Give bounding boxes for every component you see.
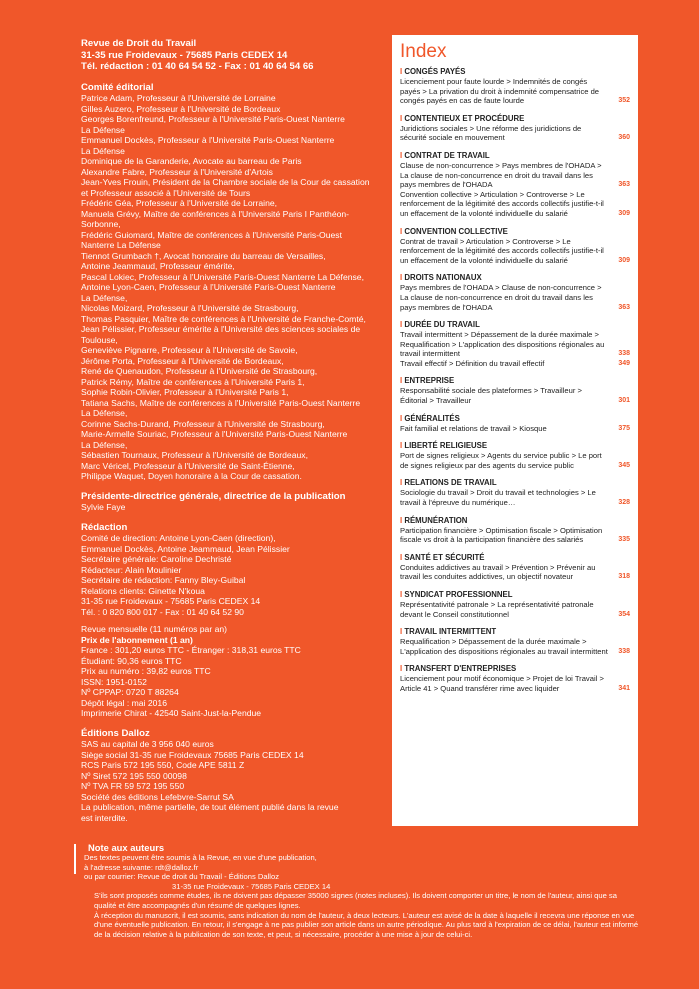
index-category-title <box>400 516 630 526</box>
notes-paragraph: S'ils sont proposés comme études, ils ne doivent pas dépasser 35000 signes (notes incluses). Ils doivent comporter un titre, le nom de l'auteur, ainsi que sa qualité et être accompagnés d'un résumé de quelques lignes. <box>94 891 617 910</box>
index-category-title <box>400 151 630 161</box>
index-entry <box>400 451 630 470</box>
index-category-title <box>400 273 630 283</box>
index-entry <box>400 283 630 312</box>
index-entry <box>400 674 630 693</box>
index-entry <box>400 386 630 405</box>
index-category-title <box>400 627 630 637</box>
index-entry-page: 341 <box>618 684 630 692</box>
index-entry-page: 328 <box>618 499 630 507</box>
index-category-title <box>400 414 630 424</box>
notes-line: à l'adresse suivante: rdt@dalloz.fr <box>84 862 199 872</box>
journal-name: Revue de Droit du Travail <box>81 38 197 49</box>
redaction-line: Tél. : 0 820 800 017 - Fax : 01 40 64 52 90 <box>81 606 244 617</box>
index-entry-page: 363 <box>618 181 630 189</box>
category-title-text: SANTÉ ET SÉCURITÉ <box>404 552 485 562</box>
index-category-title <box>400 553 630 563</box>
category-bar-icon: I <box>400 515 405 525</box>
redaction-line: Rédacteur: Alain Moulinier <box>81 564 182 575</box>
journal-phone: Tél. rédaction : 01 40 64 54 52 - Fax : 01 40 64 54 66 <box>81 61 314 72</box>
comite-line: La Défense, <box>81 439 128 450</box>
index-title: Index <box>400 41 447 62</box>
category-bar-icon: I <box>400 67 405 76</box>
index-entry-page: 338 <box>618 350 630 358</box>
abonnement-line: Revue mensuelle (11 numéros par an) <box>81 624 228 634</box>
index-entry-page: 360 <box>618 134 630 142</box>
index-entry-text: Licenciement pour motif économique > Projet de loi Travail > Article 41 > Quand transférer rime avec liquider <box>400 674 604 693</box>
notes-rule <box>74 844 76 874</box>
comite-line: Patrice Adam, Professeur à l'Université de Lorraine <box>81 93 276 103</box>
index-entry <box>400 161 630 190</box>
dalloz-line: Siège social 31-35 rue Froidevaux 75685 Paris CEDEX 14 <box>81 749 304 760</box>
comite-line: Dominique de la Garanderie, Avocate au barreau de Paris <box>81 156 302 166</box>
comite-line: Emmanuel Dockès, Professeur à l'Université Paris-Ouest Nanterre <box>81 135 335 145</box>
comite-line: Marc Véricel, Professeur à l'Université de Saint-Étienne, <box>81 460 295 471</box>
index-entry-page: 345 <box>618 461 630 469</box>
dalloz-list <box>81 739 381 823</box>
comite-line: Frédéric Géa, Professeur à l'Université de Lorraine, <box>81 198 278 208</box>
comite-line: Geneviève Pignarre, Professeur à l'Université de Savoie, <box>81 345 298 355</box>
index-entry-page: 335 <box>618 536 630 544</box>
index-entry-page: 363 <box>618 303 630 311</box>
dalloz-line: RCS Paris 572 195 550, Code APE 5811 Z <box>81 760 245 770</box>
index-category <box>400 553 630 582</box>
comite-line: Manuela Grévy, Maître de conférences à l'Université Paris I Panthéon- <box>81 208 350 219</box>
category-title-text: SYNDICAT PROFESSIONNEL <box>404 590 513 599</box>
dalloz-line: Nº TVA FR 59 572 195 550 <box>81 781 185 791</box>
redaction-line: Secrétaire générale: Caroline Dechristé <box>81 554 232 564</box>
comite-line: Philippe Waquet, Doyen honoraire à la Cour de cassation. <box>81 471 302 481</box>
category-title-text: CONTENTIEUX ET PROCÉDURE <box>404 113 525 123</box>
notes-line: ou par courrier: Revue de droit du Travail - Éditions Dalloz <box>84 872 279 882</box>
category-bar-icon: I <box>400 664 405 674</box>
redaction-line: Comité de direction: Antoine Lyon-Caen (direction), <box>81 533 276 543</box>
index-entry-page: 309 <box>618 209 630 217</box>
abonnement-line: ISSN: 1951-0152 <box>81 676 147 687</box>
dalloz-line: Nº Siret 572 195 550 00098 <box>81 770 187 781</box>
notes-line: Des textes peuvent être soumis à la Revue, en vue d'une publication, <box>84 853 317 862</box>
comite-line: La Défense <box>81 145 125 156</box>
index-entry-text: Port de signes religieux > Agents du service public > Le port de signes religieux par des agents du service public <box>400 451 602 470</box>
index-entry <box>400 190 630 219</box>
dalloz-title: Éditions Dalloz <box>81 727 150 739</box>
index-entry-page: 318 <box>618 573 630 581</box>
category-title-text: CONGÉS PAYÉS <box>404 67 466 76</box>
comite-line: Jean Pélissier, Professeur émérite à l'Université des sciences sociales de <box>81 324 361 334</box>
index-entry-text: Clause de non-concurrence > Pays membres de l'OHADA > La clause de non-concurrence en droit du travail dans les pays membres de l'OHADA <box>400 160 602 190</box>
comite-line: Sophie Robin-Olivier, Professeur à l'Université Paris 1, <box>81 387 289 397</box>
category-title-text: DURÉE DU TRAVAIL <box>404 320 480 330</box>
abonnement-line: Prix de l'abonnement (1 an) <box>81 634 193 645</box>
abonnement-line: Étudiant: 90,36 euros TTC <box>81 655 182 666</box>
index-entry-text: Juridictions sociales > Une réforme des juridictions de sécurité sociale en mouvement <box>400 123 582 143</box>
index-category <box>400 590 630 619</box>
presidente-title: Présidente-directrice générale, directrice de la publication <box>81 490 346 502</box>
comite-line: Corinne Sachs-Durand, Professeur à l'Université de Strasbourg, <box>81 418 325 429</box>
category-bar-icon: I <box>400 627 405 637</box>
comite-line: Thomas Pasquier, Maître de conférences à l'Université de Franche-Comté, <box>81 313 366 324</box>
index-category-title <box>400 227 630 237</box>
index-category <box>400 151 630 219</box>
index-entry-page: 354 <box>618 610 630 618</box>
index-entry <box>400 526 630 545</box>
index-category <box>400 414 630 434</box>
category-title-text: LIBERTÉ RELIGIEUSE <box>404 441 488 451</box>
category-title-text: DROITS NATIONAUX <box>404 273 482 283</box>
notes-to-authors <box>80 842 640 939</box>
comite-line: Alexandre Fabre, Professeur à l'Université d'Artois <box>81 166 273 177</box>
category-bar-icon: I <box>400 226 405 236</box>
category-bar-icon: I <box>400 113 405 123</box>
index-entry <box>400 237 630 266</box>
index-entry-text: Participation financière > Optimisation fiscale > Optimisation fiscale vs droit à la participation financière des salariés <box>400 525 603 545</box>
notes-paragraph: À réception du manuscrit, il est soumis, sans indication du nom de l'auteur, à deux lecteurs. L'auteur est avisé de la date à laquelle il recevra une réponse en vue d'une éventuelle publication. En retour, il s'engage à ne pas publier son article dans un autre périodique. Au plus tard à l'expiration de ce délai, l'auteur est informé de la décision relative à la publication de son texte, et peut, si nécessaire, procéder à une mise à jour de celui-ci. <box>94 910 639 939</box>
redaction-line: Emmanuel Dockès, Antoine Jeammaud, Jean Pélissier <box>81 543 290 554</box>
index-entry-text: Licenciement pour faute lourde > Indemnités de congés payés > La privation du droit à indemnité compensatrice de congés payés en cas de faute lourde <box>400 77 600 106</box>
comite-line: Gilles Auzero, Professeur à l'Université de Bordeaux <box>81 103 281 114</box>
category-title-text: CONVENTION COLLECTIVE <box>404 226 508 236</box>
comite-list <box>81 93 381 482</box>
comite-line: Nanterre La Défense <box>81 240 161 250</box>
abonnement-line: Prix au numéro : 39,82 euros TTC <box>81 666 211 676</box>
index-entry <box>400 77 630 106</box>
index-category-title <box>400 376 630 386</box>
index-category <box>400 664 630 693</box>
index-category-title <box>400 478 630 488</box>
journal-address: 31-35 rue Froidevaux - 75685 Paris CEDEX 14 <box>81 49 288 61</box>
redaction-title: Rédaction <box>81 521 128 533</box>
index-entry-text: Responsabilité sociale des plateformes > Travailleur > Éditorial > Travailleur <box>400 386 582 406</box>
index-category-title <box>400 664 630 674</box>
abonnement-list <box>81 624 381 719</box>
dalloz-line: La publication, même partielle, de tout élément publié dans la revue <box>81 802 339 812</box>
index-category-title <box>400 67 630 77</box>
index-entry-page: 349 <box>618 359 630 367</box>
abonnement-line: France : 301,20 euros TTC - Étranger : 318,31 euros TTC <box>81 645 301 655</box>
index-panel <box>392 35 638 826</box>
comite-line: Toulouse, <box>81 334 118 345</box>
category-bar-icon: I <box>400 376 405 386</box>
index-entry-page: 375 <box>618 424 630 432</box>
category-bar-icon: I <box>400 413 405 423</box>
index-entry-page: 352 <box>618 97 630 105</box>
comite-line: La Défense, <box>81 292 128 303</box>
category-bar-icon: I <box>400 441 405 451</box>
abonnement-line: Nº CPPAP: 0720 T 88264 <box>81 687 179 697</box>
index-category <box>400 516 630 545</box>
notes-line: 31-35 rue Froidevaux - 75685 Paris CEDEX 14 <box>172 881 331 891</box>
comite-line: Tiennot Grumbach †, Avocat honoraire du barreau de Versailles, <box>81 250 326 261</box>
comite-line: Antoine Jeammaud, Professeur émérite, <box>81 261 235 271</box>
index-category-title <box>400 441 630 451</box>
comite-line: Frédéric Guiomard, Maître de conférences à l'Université Paris-Ouest <box>81 229 342 240</box>
abonnement-line: Dépôt légal : mai 2016 <box>81 697 167 708</box>
abonnement-line: Imprimerie Chirat - 42540 Saint-Just-la-Pendue <box>81 708 262 718</box>
category-title-text: CONTRAT DE TRAVAIL <box>404 150 490 160</box>
category-bar-icon: I <box>400 552 405 562</box>
comite-line: Antoine Lyon-Caen, Professeur à l'Université Paris-Ouest Nanterre <box>81 282 336 292</box>
index-entry-page: 338 <box>618 647 630 655</box>
index-entry <box>400 563 630 582</box>
index-category <box>400 627 630 656</box>
comite-line: La Défense <box>81 124 125 135</box>
index-category <box>400 67 630 106</box>
index-category-title <box>400 590 630 600</box>
index-entry-page: 301 <box>618 397 630 405</box>
index-category <box>400 376 630 405</box>
index-entry-text: Conduites addictives au travail > Prévention > Prévenir au travail les conduites addictives, un objectif novateur <box>400 562 596 582</box>
index-entry <box>400 124 630 143</box>
index-entry <box>400 359 630 369</box>
index-entry-text: Convention collective > Articulation > Controverse > Le renforcement de la légitimité des accords collectifs justifie-t-il un effacement de la volonté individuelle du salarié <box>400 189 604 218</box>
comite-line: Marie-Armelle Souriac, Professeur à l'Université Paris-Ouest Nanterre <box>81 429 348 439</box>
comite-line: Pascal Lokiec, Professeur à l'Université Paris-Ouest Nanterre La Défense, <box>81 271 364 282</box>
redaction-line: Secrétaire de rédaction: Fanny Bley-Guibal <box>81 575 246 585</box>
notes-title: Note aux auteurs <box>88 842 165 853</box>
index-category <box>400 227 630 266</box>
index-entry-text: Requalification > Dépassement de la durée maximale > L'application des dispositions régionales au travail intermittent <box>400 637 608 656</box>
comite-line: Tatiana Sachs, Maître de conférences à l'Université Paris-Ouest Nanterre <box>81 397 361 408</box>
category-title-text: RÉMUNÉRATION <box>404 515 468 525</box>
comite-line: René de Quenaudon, Professeur à l'Université de Strasbourg, <box>81 366 318 376</box>
index-entry-text: Travail intermittent > Dépassement de la durée maximale > Requalification > L'application des dispositions régionales au travail intermittent <box>400 330 605 359</box>
index-category <box>400 478 630 507</box>
comite-line: Patrick Rémy, Maître de conférences à l'Université Paris 1, <box>81 376 305 387</box>
index-entry-text: Contrat de travail > Articulation > Controverse > Le renforcement de la légitimité des accords collectifs justifie-t-il un effacement de la volonté individuelle du salarié <box>400 236 604 265</box>
comite-line: Jean-Yves Frouin, Président de la Chambre sociale de la Cour de cassation <box>81 177 370 187</box>
category-title-text: ENTREPRISE <box>404 376 455 386</box>
index-entry-page: 309 <box>618 256 630 264</box>
index-category <box>400 441 630 470</box>
comite-title: Comité éditorial <box>81 81 154 93</box>
index-entry <box>400 637 630 656</box>
presidente-name: Sylvie Faye <box>81 502 126 512</box>
category-title-text: TRANSFERT D'ENTREPRISES <box>404 664 517 674</box>
category-title-text: RELATIONS DE TRAVAIL <box>404 478 497 488</box>
dalloz-line: est interdite. <box>81 812 128 823</box>
index-category <box>400 273 630 312</box>
index-entry <box>400 488 630 507</box>
dalloz-line: Société des éditions Lefebvre-Sarrut SA <box>81 791 234 802</box>
comite-line: et Professeur associé à l'Université de Tours <box>81 187 251 198</box>
comite-line: La Défense, <box>81 408 128 418</box>
category-bar-icon: I <box>400 150 405 160</box>
category-bar-icon: I <box>400 590 405 599</box>
category-bar-icon: I <box>400 273 405 283</box>
category-title-text: TRAVAIL INTERMITTENT <box>404 627 497 637</box>
category-bar-icon: I <box>400 478 405 488</box>
index-category-title <box>400 320 630 330</box>
masthead-column <box>81 38 381 823</box>
comite-line: Sébastien Tournaux, Professeur à l'Université de Bordeaux, <box>81 450 308 460</box>
index-entry-text: Représentativité patronale > La représentativité patronale devant le Conseil constitutionnel <box>400 600 594 619</box>
index-list <box>400 67 630 694</box>
category-bar-icon: I <box>400 320 405 330</box>
index-category <box>400 320 630 368</box>
index-category-title <box>400 114 630 124</box>
redaction-list <box>81 533 381 617</box>
index-entry-text: Travail effectif > Définition du travail effectif <box>400 358 545 368</box>
index-entry <box>400 600 630 619</box>
index-entry-text: Pays membres de l'OHADA > Clause de non-concurrence > La clause de non-concurrence en droit du travail dans les pays membres de l'OHADA <box>400 283 602 312</box>
index-entry <box>400 424 630 434</box>
comite-line: Georges Borenfreund, Professeur à l'Université Paris-Ouest Nanterre <box>81 114 345 124</box>
redaction-line: 31-35 rue Froidevaux - 75685 Paris CEDEX 14 <box>81 596 261 606</box>
comite-line: Jérôme Porta, Professeur à l'Université de Bordeaux, <box>81 355 284 366</box>
comite-line: Nicolas Moizard, Professeur à l'Université de Strasbourg, <box>81 303 299 313</box>
index-entry <box>400 330 630 359</box>
index-category <box>400 114 630 143</box>
journal-header <box>81 38 381 73</box>
comite-line: Sorbonne, <box>81 219 121 229</box>
redaction-line: Relations clients: Ginette N'koua <box>81 585 205 596</box>
dalloz-line: SAS au capital de 3 956 040 euros <box>81 739 214 749</box>
index-entry-text: Sociologie du travail > Droit du travail et technologies > Le travail à l'épreuve du numérique… <box>400 488 596 508</box>
index-entry-text: Fait familial et relations de travail > Kiosque <box>400 423 547 433</box>
category-title-text: GÉNÉRALITÉS <box>404 413 460 423</box>
